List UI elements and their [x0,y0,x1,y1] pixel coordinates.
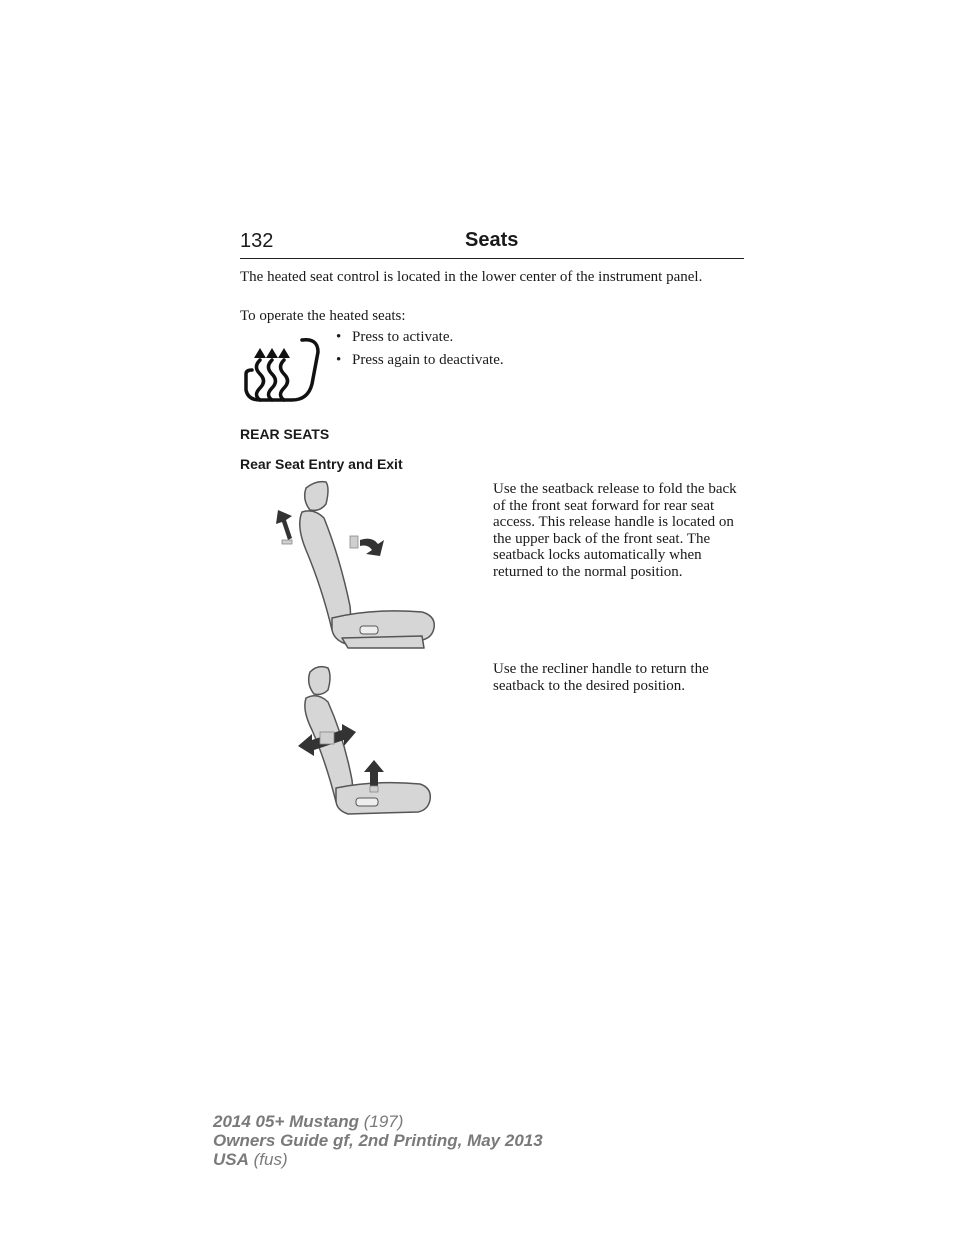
list-item-text: Press to activate. [352,329,454,345]
recline-paragraph: Use the recliner handle to return the seatback to the desired position. [493,661,709,694]
page-number: 132 [240,230,274,252]
footer-line-1 [213,1112,543,1131]
footer-line-3 [213,1150,543,1169]
bullet-marker: • [336,352,342,368]
footer-line-2 [213,1131,543,1150]
footer-market-code: (fus) [248,1150,288,1169]
instruction-list [336,329,504,375]
list-item-text: Press again to deactivate. [352,352,504,368]
list-item [336,329,504,352]
seat-release-paragraph: Use the seatback release to fold the back of the front seat forward for rear seat access. This release handle is located on the upper back of the front seat. The seatback locks automatically when returned to the normal position. [493,481,737,580]
footer-market: USA [213,1150,249,1169]
footer-guide: Owners Guide gf, 2nd Printing, May 2013 [213,1131,543,1150]
page-footer [213,1112,543,1169]
bullet-marker: • [336,329,342,345]
footer-model-code: (197) [359,1112,404,1131]
subsection-heading: Rear Seat Entry and Exit [240,456,403,472]
seat-release-illustration [262,478,442,650]
heated-seat-icon [242,330,326,406]
section-heading: REAR SEATS [240,426,330,442]
instruction-paragraph: To operate the heated seats: [240,308,406,324]
page-title: Seats [465,229,519,251]
seat-recline-illustration [296,662,436,818]
footer-model: 2014 05+ Mustang [213,1112,359,1131]
page-header [240,228,744,259]
list-item [336,352,504,375]
intro-paragraph: The heated seat control is located in the lower center of the instrument panel. [240,269,703,285]
